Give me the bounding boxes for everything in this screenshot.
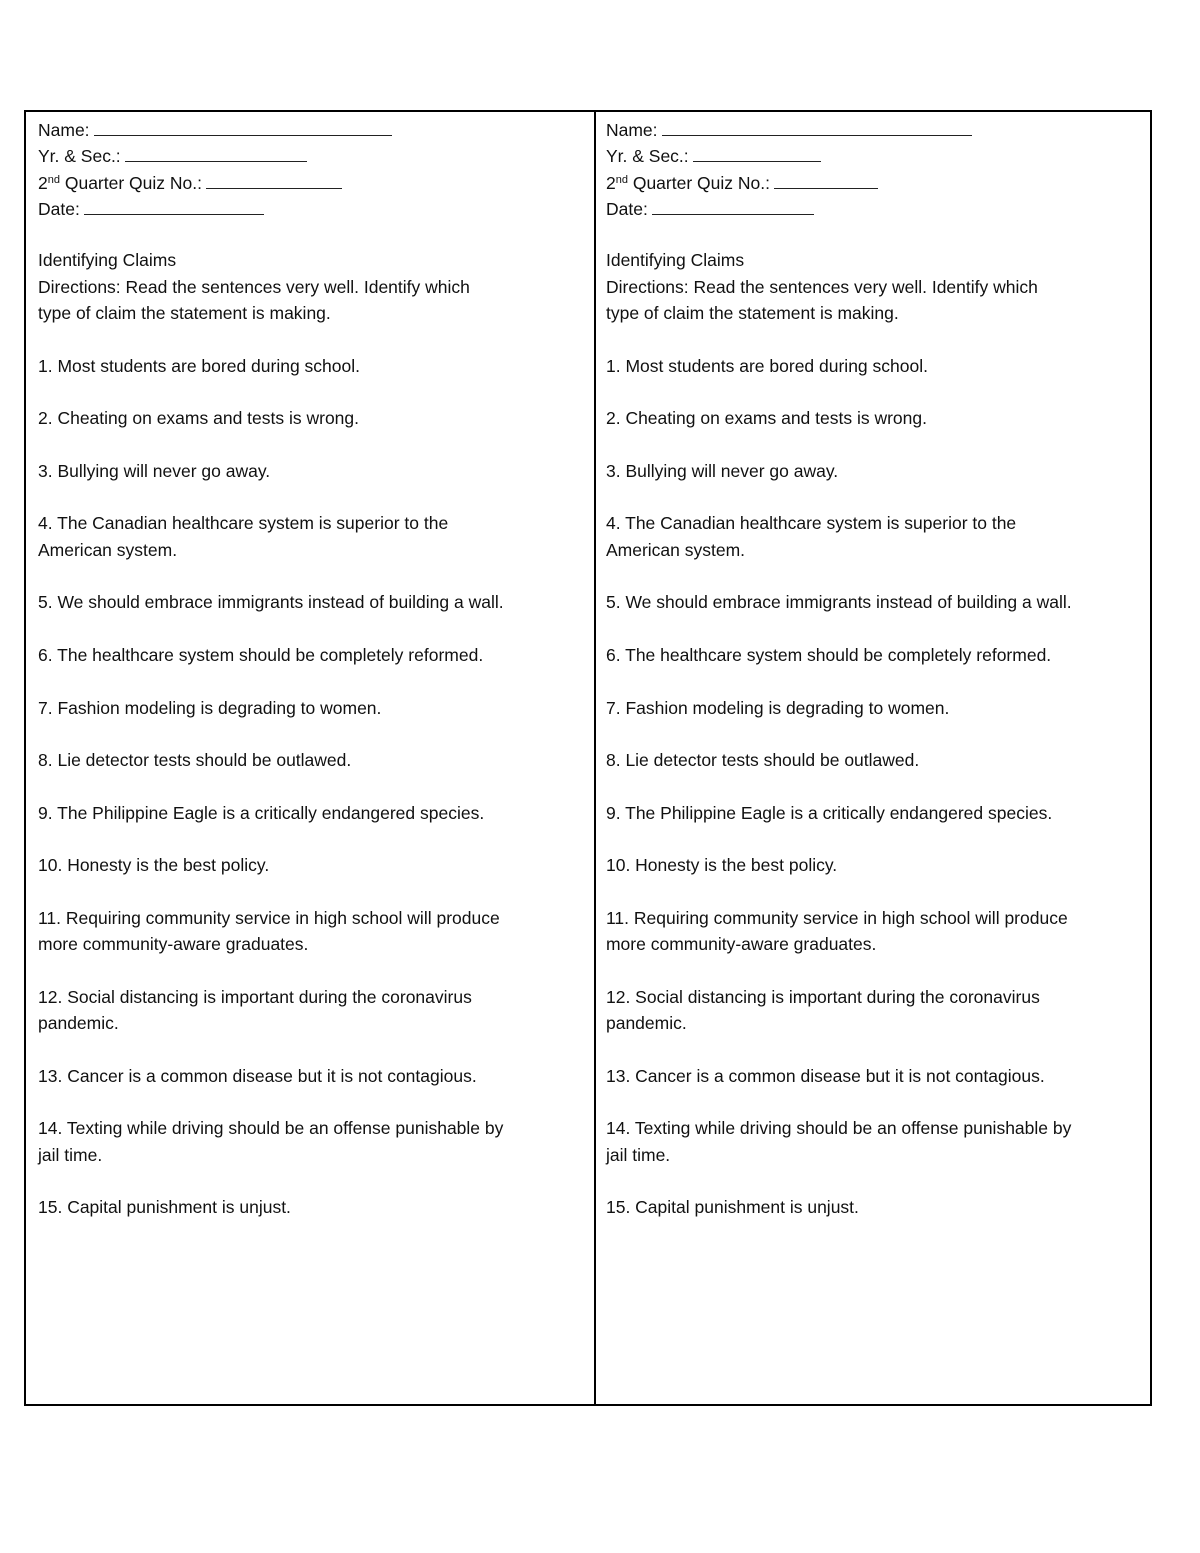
quiz-title: Identifying Claims [605, 250, 745, 271]
name-field [38, 116, 584, 142]
quarter-quiz-label: Quarter Quiz No.: [59, 172, 202, 193]
item-text: 5. We should embrace immigrants instead of building a wall. [605, 592, 1072, 613]
item-text: 3. Bullying will never go away. [605, 460, 839, 481]
quiz-no-blank [206, 169, 342, 189]
quiz-item-2 [606, 405, 1140, 431]
yr-sec-label: Yr. & Sec.: [605, 146, 689, 167]
quiz-item-9 [606, 800, 1140, 826]
item-text-cont: more community-aware graduates. [38, 934, 309, 955]
item-text: 11. Requiring community service in high school will produce [605, 907, 1068, 928]
item-text: 11. Requiring community service in high school will produce [38, 907, 500, 928]
date-field [38, 195, 584, 221]
item-text-cont: pandemic. [38, 1013, 119, 1034]
quiz-item-12 [606, 984, 1140, 1037]
item-text: 2. Cheating on exams and tests is wrong. [605, 408, 927, 429]
quiz-item-9 [38, 800, 584, 826]
quiz-item-15 [38, 1194, 584, 1220]
directions-line-1: Directions: Read the sentences very well. Identify which [605, 276, 1038, 297]
item-text: 10. Honesty is the best policy. [605, 855, 838, 876]
quiz-item-10 [38, 852, 584, 878]
item-text: 12. Social distancing is important during the coronavirus [605, 986, 1040, 1007]
quiz-item-8 [38, 747, 584, 773]
date-field [606, 195, 1140, 221]
item-text: 4. The Canadian healthcare system is superior to the [605, 513, 1017, 534]
quiz-item-8 [606, 747, 1140, 773]
quiz-item-14 [606, 1115, 1140, 1168]
item-text: 3. Bullying will never go away. [38, 460, 271, 481]
quiz-item-5 [606, 589, 1140, 615]
item-text: 7. Fashion modeling is degrading to women. [605, 697, 950, 718]
quiz-item-1 [38, 353, 584, 379]
yr-sec-field [38, 142, 584, 168]
date-label: Date: [38, 198, 80, 219]
quarter-suffix: nd [615, 173, 628, 186]
quarter-quiz-field [38, 169, 584, 195]
item-text: 15. Capital punishment is unjust. [605, 1197, 859, 1218]
yr-sec-blank [693, 142, 821, 162]
yr-sec-label: Yr. & Sec.: [38, 146, 121, 167]
item-text: 2. Cheating on exams and tests is wrong. [38, 408, 360, 429]
item-text: 8. Lie detector tests should be outlawed. [38, 750, 352, 771]
item-text-cont: jail time. [605, 1144, 671, 1165]
item-text-cont: American system. [605, 539, 746, 560]
directions-line-1: Directions: Read the sentences very well. Identify which [38, 276, 470, 297]
quiz-item-4 [38, 510, 584, 563]
item-text: 1. Most students are bored during school. [605, 355, 928, 376]
quiz-item-13 [38, 1063, 584, 1089]
quarter-number: 2 [605, 172, 616, 193]
quiz-copy-left [26, 112, 596, 1404]
item-text: 14. Texting while driving should be an offense punishable by [605, 1118, 1072, 1139]
quiz-item-1 [606, 353, 1140, 379]
name-label: Name: [38, 120, 90, 140]
quiz-item-10 [606, 852, 1140, 878]
quiz-no-blank [774, 169, 878, 189]
quiz-item-12 [38, 984, 584, 1037]
name-field [606, 116, 1140, 142]
item-text: 9. The Philippine Eagle is a critically endangered species. [38, 802, 485, 823]
date-label: Date: [605, 198, 648, 219]
quarter-suffix: nd [47, 173, 60, 186]
quiz-title: Identifying Claims [38, 250, 177, 271]
quiz-copy-right [596, 112, 1150, 1404]
quiz-item-3 [38, 458, 584, 484]
quiz-item-6 [38, 642, 584, 668]
date-blank [652, 195, 814, 215]
name-blank [94, 116, 392, 136]
item-text-cont: American system. [38, 539, 178, 560]
quiz-item-7 [606, 695, 1140, 721]
item-text: 6. The healthcare system should be completely reformed. [605, 644, 1052, 665]
directions-line-2: type of claim the statement is making. [605, 303, 899, 324]
item-text: 5. We should embrace immigrants instead of building a wall. [38, 592, 504, 613]
item-text: 10. Honesty is the best policy. [38, 855, 270, 876]
directions-line-2: type of claim the statement is making. [38, 303, 331, 324]
quiz-item-2 [38, 405, 584, 431]
quiz-item-11 [38, 905, 584, 958]
item-text: 1. Most students are bored during school. [38, 355, 360, 376]
item-text-cont: more community-aware graduates. [605, 934, 877, 955]
quiz-item-5 [38, 589, 584, 615]
item-text-cont: jail time. [38, 1144, 103, 1165]
quiz-item-4 [606, 510, 1140, 563]
item-text: 13. Cancer is a common disease but it is not contagious. [605, 1065, 1045, 1086]
quarter-quiz-label: Quarter Quiz No.: [627, 172, 770, 193]
item-text: 8. Lie detector tests should be outlawed. [605, 750, 920, 771]
yr-sec-field [606, 142, 1140, 168]
name-blank [662, 116, 972, 136]
quarter-quiz-field [606, 169, 1140, 195]
name-label: Name: [605, 120, 658, 140]
quiz-sheet-table [24, 110, 1152, 1406]
item-text: 6. The healthcare system should be completely reformed. [38, 644, 484, 665]
quiz-item-7 [38, 695, 584, 721]
quarter-number: 2 [38, 172, 48, 193]
date-blank [84, 195, 264, 215]
item-text: 4. The Canadian healthcare system is superior to the [38, 513, 449, 534]
item-text: 9. The Philippine Eagle is a critically endangered species. [605, 802, 1053, 823]
quiz-item-11 [606, 905, 1140, 958]
item-text: 7. Fashion modeling is degrading to women. [38, 697, 382, 718]
quiz-item-3 [606, 458, 1140, 484]
item-text-cont: pandemic. [605, 1013, 687, 1034]
yr-sec-blank [125, 142, 307, 162]
quiz-item-6 [606, 642, 1140, 668]
quiz-item-15 [606, 1194, 1140, 1220]
item-text: 14. Texting while driving should be an offense punishable by [38, 1118, 504, 1139]
quiz-item-13 [606, 1063, 1140, 1089]
quiz-item-14 [38, 1115, 584, 1168]
item-text: 13. Cancer is a common disease but it is not contagious. [38, 1065, 477, 1086]
item-text: 15. Capital punishment is unjust. [38, 1197, 291, 1218]
item-text: 12. Social distancing is important during the coronavirus [38, 986, 472, 1007]
